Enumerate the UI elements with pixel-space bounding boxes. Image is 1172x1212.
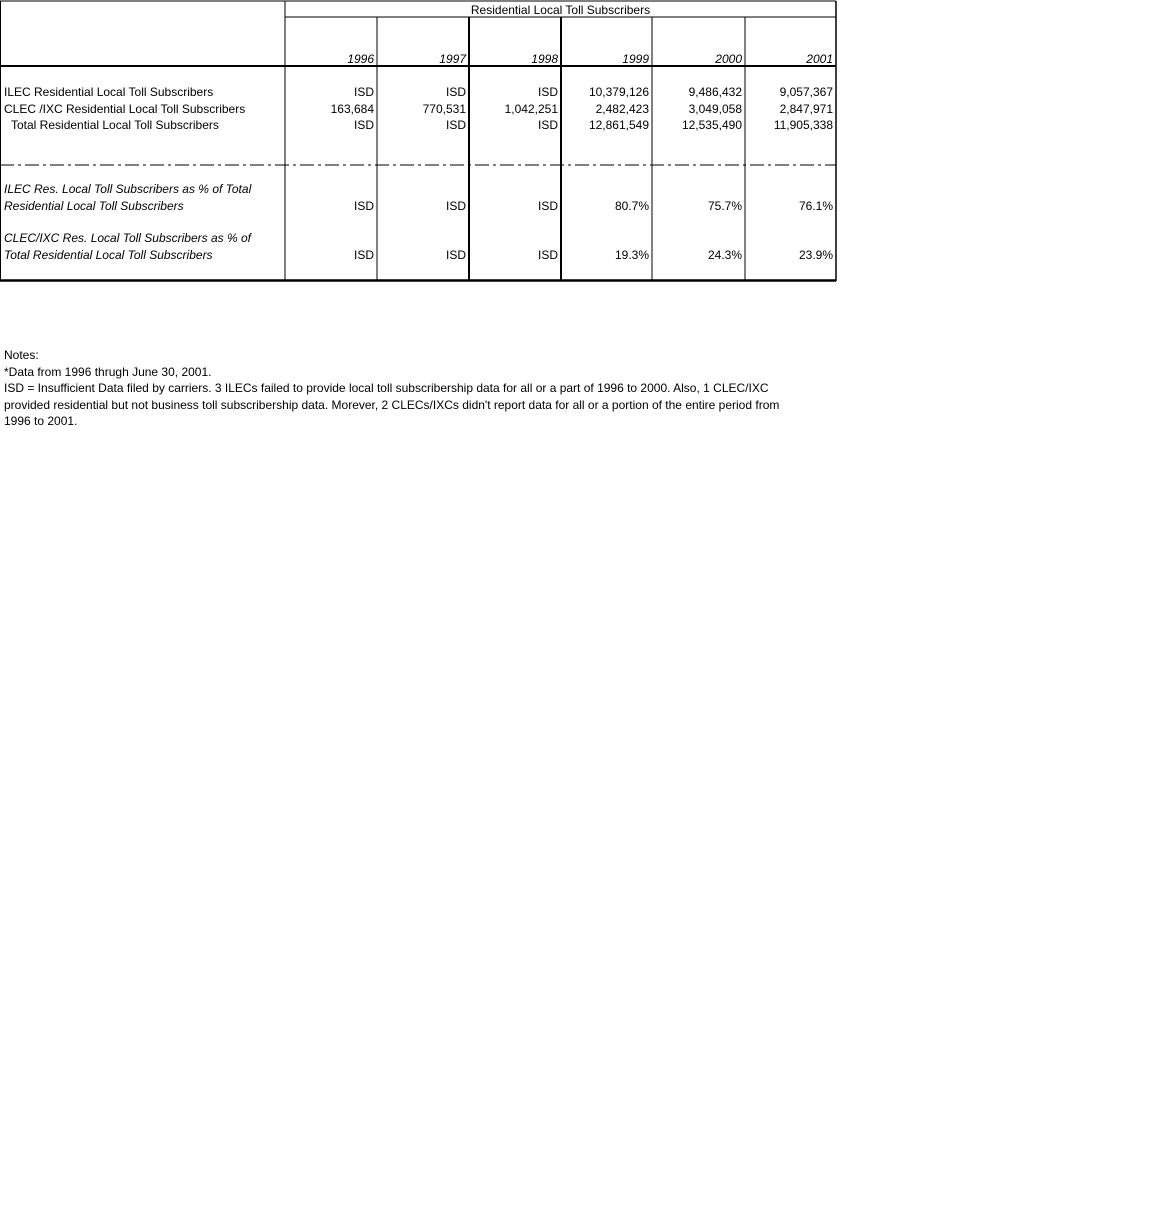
table-cell: 19.3% bbox=[614, 248, 649, 262]
column-header-year: 1997 bbox=[439, 52, 466, 66]
table-cell: 11,905,338 bbox=[773, 118, 833, 132]
table-cell: 3,049,058 bbox=[688, 102, 742, 116]
table-cell: 80.7% bbox=[614, 199, 649, 213]
row-label: ILEC Residential Local Toll Subscribers bbox=[4, 85, 214, 99]
row-label: Total Residential Local Toll Subscribers bbox=[11, 118, 219, 132]
row-label: CLEC /IXC Residential Local Toll Subscribers bbox=[4, 102, 246, 116]
notes-block bbox=[4, 347, 864, 430]
table-title: Residential Local Toll Subscribers bbox=[470, 3, 651, 17]
column-header-year: 1998 bbox=[531, 52, 558, 66]
table-cell: 24.3% bbox=[707, 248, 742, 262]
notes-heading: Notes: bbox=[4, 348, 39, 362]
table-cell: 1,042,251 bbox=[504, 102, 558, 116]
row-label: ILEC Res. Local Toll Subscribers as % of Total bbox=[4, 182, 252, 196]
table-cell: ISD bbox=[353, 199, 374, 213]
table-cell: 2,482,423 bbox=[595, 102, 649, 116]
table-cell: 12,861,549 bbox=[588, 118, 649, 132]
row-label: Total Residential Local Toll Subscribers bbox=[4, 248, 213, 262]
row-label: CLEC/IXC Res. Local Toll Subscribers as % of bbox=[4, 231, 251, 245]
table-grid bbox=[0, 0, 837, 282]
table-cell: 9,057,367 bbox=[779, 85, 833, 99]
table-cell: 12,535,490 bbox=[681, 118, 742, 132]
column-header-year: 2000 bbox=[715, 52, 742, 66]
table-cell: ISD bbox=[537, 85, 558, 99]
table-cell: ISD bbox=[537, 248, 558, 262]
table-cell: ISD bbox=[445, 199, 466, 213]
table-cell: 76.1% bbox=[798, 199, 833, 213]
table-cell: ISD bbox=[445, 85, 466, 99]
note-line: *Data from 1996 thrugh June 30, 2001. bbox=[4, 364, 212, 379]
table-cell: 2,847,971 bbox=[779, 102, 833, 116]
table-cell: ISD bbox=[537, 199, 558, 213]
table-cell: 10,379,126 bbox=[588, 85, 649, 99]
note-line: provided residential but not business toll subscribership data. Morever, 2 CLECs/IXCs didn't report data for all or a portion of the entire period from bbox=[4, 397, 780, 412]
table-cell: ISD bbox=[353, 118, 374, 132]
table-cell: ISD bbox=[445, 118, 466, 132]
table-cell: 163,684 bbox=[330, 102, 374, 116]
column-header-year: 2001 bbox=[806, 52, 833, 66]
table-cell: ISD bbox=[353, 85, 374, 99]
table-cell: 9,486,432 bbox=[688, 85, 742, 99]
subscriber-table bbox=[0, 0, 837, 282]
note-line: 1996 to 2001. bbox=[4, 414, 78, 428]
table-cell: ISD bbox=[445, 248, 466, 262]
table-cell: ISD bbox=[353, 248, 374, 262]
row-label: Residential Local Toll Subscribers bbox=[4, 199, 184, 213]
column-header-year: 1999 bbox=[622, 52, 649, 66]
table-cell: 23.9% bbox=[798, 248, 833, 262]
table-cell: 770,531 bbox=[422, 102, 466, 116]
table-cell: ISD bbox=[537, 118, 558, 132]
column-header-year: 1996 bbox=[347, 52, 374, 66]
note-line: ISD = Insufficient Data filed by carriers. 3 ILECs failed to provide local toll subscribership data for all or a part of 1996 to 2000. Also, 1 CLEC/IXC bbox=[4, 381, 769, 395]
table-cell: 75.7% bbox=[707, 199, 742, 213]
